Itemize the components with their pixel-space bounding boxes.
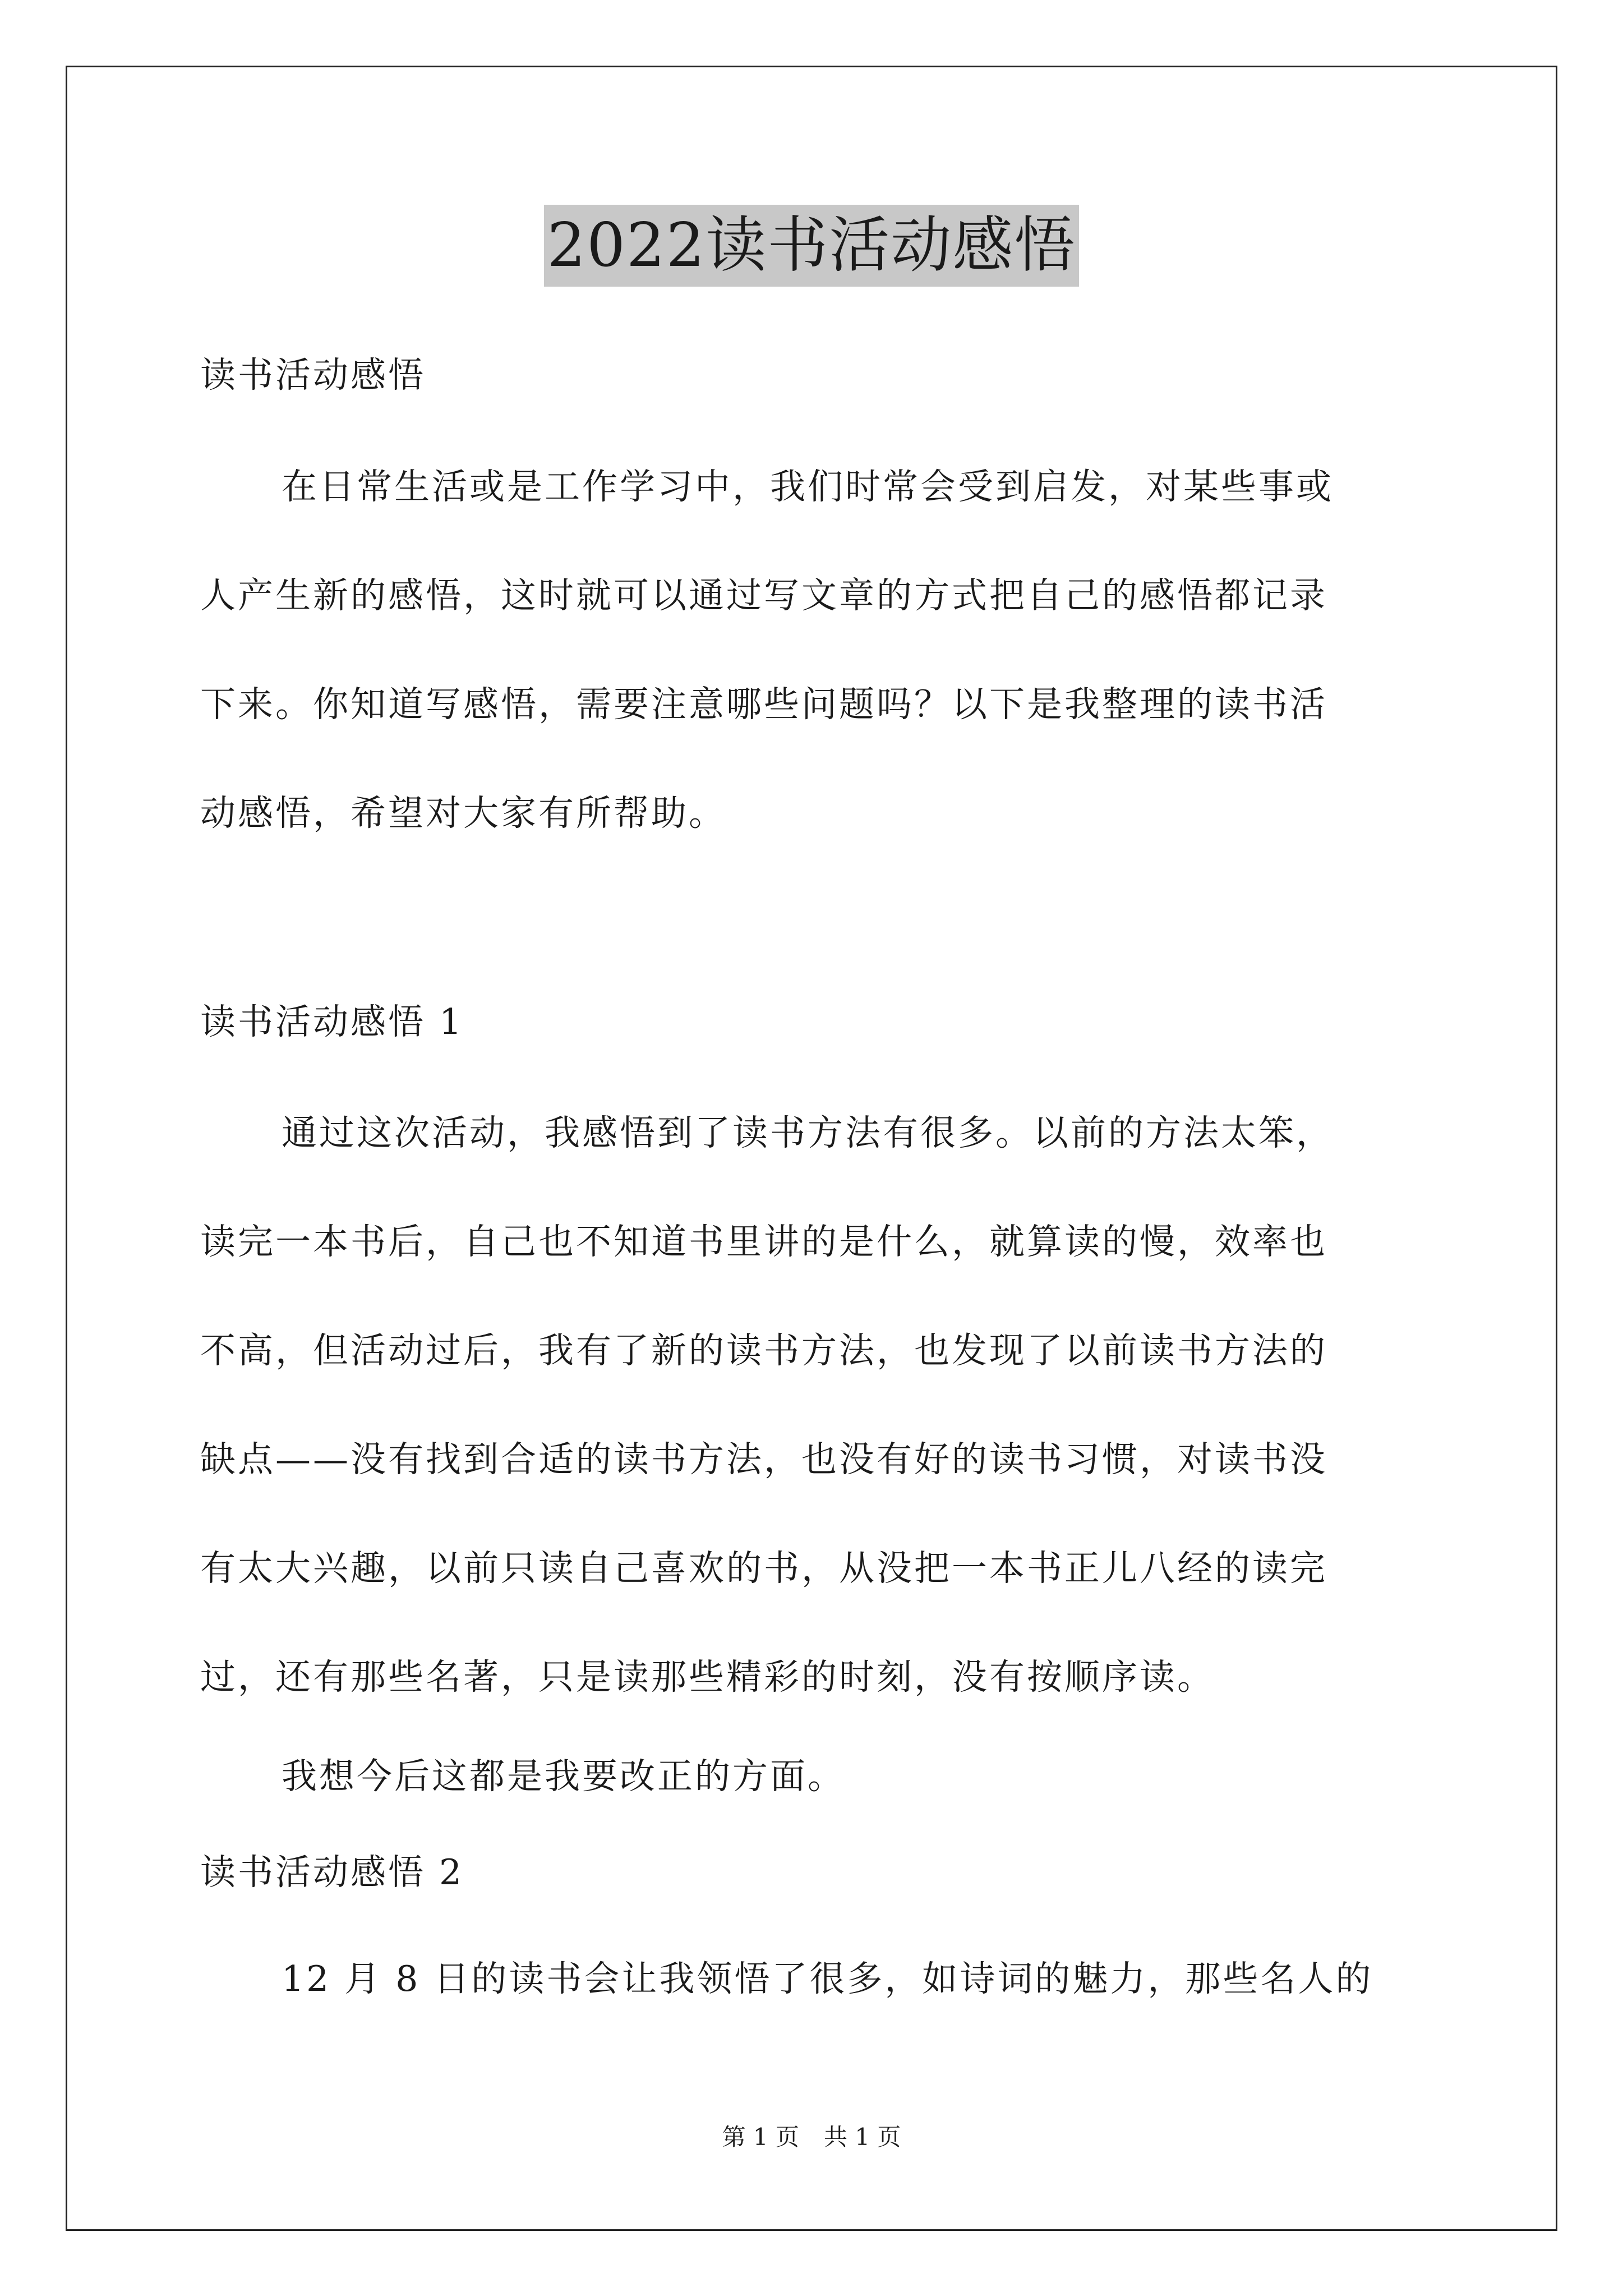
section1-line: 有太大兴趣，以前只读自己喜欢的书，从没把一本书正儿八经的读完: [200, 1548, 1327, 1589]
section1-line: 我想今后这都是我要改正的方面。: [282, 1756, 845, 1797]
section2-heading: 读书活动感悟 2: [200, 1852, 464, 1893]
section1-line: 不高，但活动过后，我有了新的读书方法，也发现了以前读书方法的: [200, 1330, 1327, 1371]
page-number-current: 第 1 页: [722, 2123, 799, 2151]
page-footer: [0, 2122, 1623, 2153]
section1-line: 缺点——没有找到合适的读书方法，也没有好的读书习惯，对读书没: [200, 1439, 1327, 1480]
intro-line: 下来。你知道写感悟，需要注意哪些问题吗？以下是我整理的读书活: [200, 684, 1327, 725]
section1-line: 读完一本书后，自己也不知道书里讲的是什么，就算读的慢，效率也: [200, 1221, 1327, 1262]
document-title: 2022读书活动感悟: [544, 205, 1080, 287]
section1-line: 通过这次活动，我感悟到了读书方法有很多。以前的方法太笨，: [282, 1112, 1334, 1153]
section1-heading: 读书活动感悟 1: [200, 1001, 464, 1042]
intro-line: 动感悟，希望对大家有所帮助。: [200, 793, 726, 834]
section1-line: 过，还有那些名著，只是读那些精彩的时刻，没有按顺序读。: [200, 1657, 1215, 1697]
page-number-total: 共 1 页: [824, 2123, 901, 2151]
section2-line: 12 月 8 日的读书会让我领悟了很多，如诗词的魅力，那些名人的: [282, 1958, 1373, 1999]
intro-heading: 读书活动感悟: [200, 355, 426, 395]
title-container: [0, 205, 1623, 287]
intro-line: 人产生新的感悟，这时就可以通过写文章的方式把自己的感悟都记录: [200, 575, 1327, 616]
intro-line: 在日常生活或是工作学习中，我们时常会受到启发，对某些事或: [282, 466, 1334, 507]
